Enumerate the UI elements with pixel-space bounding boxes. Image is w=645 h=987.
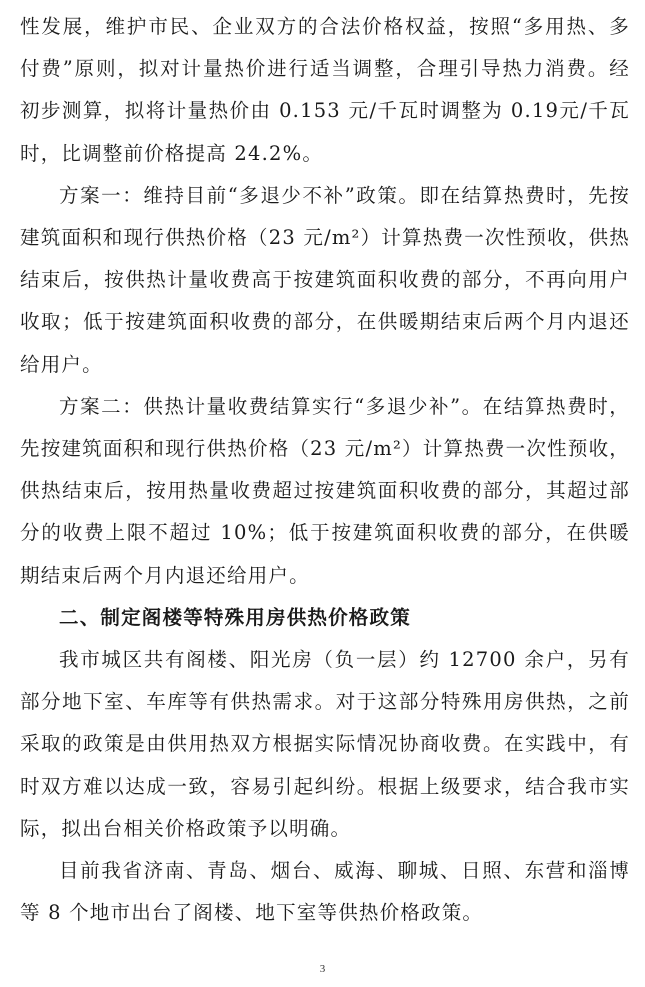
paragraph-option-two: 方案二：供热计量收费结算实行“多退少补”。在结算热费时，先按建筑面积和现行供热价格（23 元/m²）计算热费一次性预收，供热结束后，按用热量收费超过按建筑面积收费的部分，其超过部分的收费上限不超过 10%；低于按建筑面积收费的部分，在供暖期结束后两个月内退还给用户。	[20, 394, 630, 587]
paragraph-option-one: 方案一：维持目前“多退少不补”政策。即在结算热费时，先按建筑面积和现行供热价格（23 元/m²）计算热费一次性预收，供热结束后，按供热计量收费高于按建筑面积收费的部分，不再向用户收取；低于按建筑面积收费的部分，在供暖期结束后两个月内退还给用户。	[20, 183, 630, 376]
paragraph-special-housing: 我市城区共有阁楼、阳光房（负一层）约 12700 余户，另有部分地下室、车库等有供热需求。对于这部分特殊用房供热，之前采取的政策是由供用热双方根据实际情况协商收费。在实践中，有时双方难以达成一致，容易引起纠纷。根据上级要求，结合我市实际，拟出台相关价格政策予以明确。	[20, 648, 630, 840]
document-body	[20, 6, 630, 934]
paragraph-price-adjustment: 性发展，维护市民、企业双方的合法价格权益，按照“多用热、多付费”原则，拟对计量热价进行适当调整，合理引导热力消费。经初步测算，拟将计量热价由 0.153 元/千瓦时调整为 0.19元/千瓦时，比调整前价格提高 24.2%。	[20, 15, 630, 165]
paragraph-province-cities: 目前我省济南、青岛、烟台、威海、聊城、日照、东营和淄博等 8 个地市出台了阁楼、地下室等供热价格政策。	[20, 859, 630, 925]
page-number: 3	[319, 963, 326, 975]
section-heading-two: 二、制定阁楼等特殊用房供热价格政策	[59, 605, 411, 629]
